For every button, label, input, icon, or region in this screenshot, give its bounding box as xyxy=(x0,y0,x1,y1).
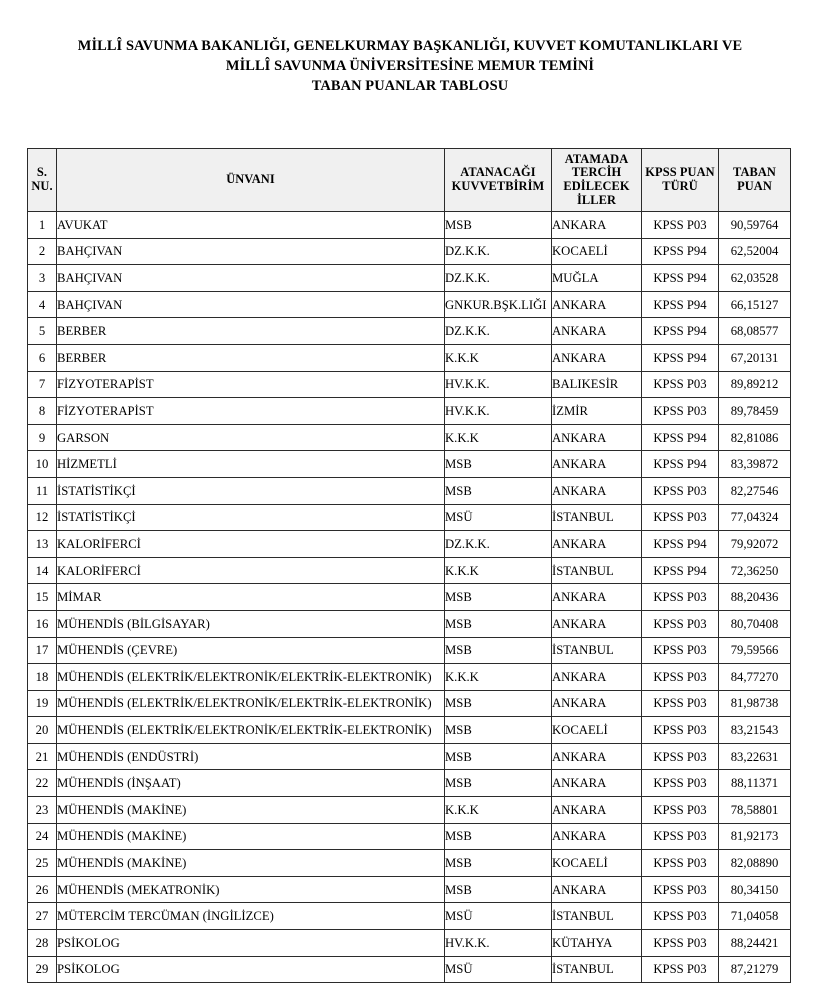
cell-sequence-number: 4 xyxy=(28,291,57,318)
column-header-preferred-cities xyxy=(552,149,642,212)
cell-title: İSTATİSTİKÇİ xyxy=(57,477,445,504)
table-row xyxy=(28,344,791,371)
cell-preferred-city: ANKARA xyxy=(552,291,642,318)
cell-title: MÜHENDİS (MEKATRONİK) xyxy=(57,876,445,903)
cell-preferred-city: MUĞLA xyxy=(552,265,642,292)
cell-title: MÜHENDİS (MAKİNE) xyxy=(57,850,445,877)
cell-sequence-number: 10 xyxy=(28,451,57,478)
cell-assigned-unit: MSB xyxy=(445,876,552,903)
cell-kpss-score-type: KPSS P94 xyxy=(642,318,719,345)
cell-base-score: 89,78459 xyxy=(719,398,791,425)
cell-title: BAHÇIVAN xyxy=(57,291,445,318)
cell-kpss-score-type: KPSS P03 xyxy=(642,717,719,744)
cell-preferred-city: ANKARA xyxy=(552,531,642,558)
cell-title: PSİKOLOG xyxy=(57,930,445,957)
cell-title: MÜHENDİS (MAKİNE) xyxy=(57,823,445,850)
cell-preferred-city: ANKARA xyxy=(552,318,642,345)
cell-base-score: 81,98738 xyxy=(719,690,791,717)
cell-sequence-number: 2 xyxy=(28,238,57,265)
cell-sequence-number: 17 xyxy=(28,637,57,664)
cell-assigned-unit: MSB xyxy=(445,610,552,637)
cell-kpss-score-type: KPSS P03 xyxy=(642,584,719,611)
column-header-assigned-unit-line-2: KUVVETBİRİM xyxy=(451,179,545,193)
cell-base-score: 84,77270 xyxy=(719,664,791,691)
cell-preferred-city: KÜTAHYA xyxy=(552,930,642,957)
cell-preferred-city: İSTANBUL xyxy=(552,637,642,664)
cell-sequence-number: 25 xyxy=(28,850,57,877)
column-header-sequence-number-line-1: S. xyxy=(36,165,48,180)
cell-base-score: 88,11371 xyxy=(719,770,791,797)
table-row xyxy=(28,717,791,744)
table-header xyxy=(28,149,791,212)
cell-title: MÜHENDİS (BİLGİSAYAR) xyxy=(57,610,445,637)
cell-sequence-number: 11 xyxy=(28,477,57,504)
cell-assigned-unit: MSB xyxy=(445,850,552,877)
cell-preferred-city: KOCAELİ xyxy=(552,850,642,877)
cell-sequence-number: 18 xyxy=(28,664,57,691)
cell-assigned-unit: K.K.K xyxy=(445,557,552,584)
cell-title: MÜHENDİS (ÇEVRE) xyxy=(57,637,445,664)
table-row xyxy=(28,424,791,451)
table-row xyxy=(28,504,791,531)
table-row xyxy=(28,291,791,318)
table-row xyxy=(28,398,791,425)
cell-assigned-unit: K.K.K xyxy=(445,797,552,824)
cell-title: MÜHENDİS (ELEKTRİK/ELEKTRONİK/ELEKTRİK-ELEKTRONİK) xyxy=(57,664,445,691)
cell-kpss-score-type: KPSS P03 xyxy=(642,770,719,797)
cell-assigned-unit: MSB xyxy=(445,823,552,850)
cell-title: BERBER xyxy=(57,318,445,345)
table-row xyxy=(28,318,791,345)
table-row xyxy=(28,770,791,797)
column-header-kpss-score-type-line-2: TÜRÜ xyxy=(662,179,698,193)
cell-base-score: 78,58801 xyxy=(719,797,791,824)
cell-title: GARSON xyxy=(57,424,445,451)
cell-preferred-city: İSTANBUL xyxy=(552,956,642,983)
cell-preferred-city: ANKARA xyxy=(552,610,642,637)
cell-sequence-number: 22 xyxy=(28,770,57,797)
cell-assigned-unit: HV.K.K. xyxy=(445,930,552,957)
cell-preferred-city: ANKARA xyxy=(552,743,642,770)
cell-sequence-number: 12 xyxy=(28,504,57,531)
column-header-assigned-unit xyxy=(445,149,552,212)
cell-title: BAHÇIVAN xyxy=(57,265,445,292)
cell-title: İSTATİSTİKÇİ xyxy=(57,504,445,531)
cell-kpss-score-type: KPSS P03 xyxy=(642,797,719,824)
table-body xyxy=(28,212,791,983)
cell-base-score: 81,92173 xyxy=(719,823,791,850)
cell-title: KALORİFERCİ xyxy=(57,557,445,584)
cell-sequence-number: 3 xyxy=(28,265,57,292)
cell-kpss-score-type: KPSS P03 xyxy=(642,823,719,850)
cell-sequence-number: 5 xyxy=(28,318,57,345)
table-row xyxy=(28,238,791,265)
cell-base-score: 77,04324 xyxy=(719,504,791,531)
column-header-assigned-unit-line-1: ATANACAĞI xyxy=(460,165,536,180)
cell-preferred-city: ANKARA xyxy=(552,424,642,451)
cell-title: MÜHENDİS (ENDÜSTRİ) xyxy=(57,743,445,770)
column-header-kpss-score-type xyxy=(642,149,719,212)
cell-title: PSİKOLOG xyxy=(57,956,445,983)
cell-assigned-unit: MSB xyxy=(445,717,552,744)
document-title-line-3: TABAN PUANLAR TABLOSU xyxy=(311,78,509,94)
cell-title: MÜHENDİS (ELEKTRİK/ELEKTRONİK/ELEKTRİK-ELEKTRONİK) xyxy=(57,717,445,744)
cell-assigned-unit: DZ.K.K. xyxy=(445,318,552,345)
cell-kpss-score-type: KPSS P94 xyxy=(642,291,719,318)
cell-kpss-score-type: KPSS P03 xyxy=(642,212,719,239)
cell-assigned-unit: HV.K.K. xyxy=(445,371,552,398)
table-row xyxy=(28,930,791,957)
cell-kpss-score-type: KPSS P03 xyxy=(642,477,719,504)
cell-assigned-unit: MSÜ xyxy=(445,903,552,930)
document-title-line-2: MİLLÎ SAVUNMA ÜNİVERSİTESİNE MEMUR TEMİNİ xyxy=(225,58,595,74)
cell-sequence-number: 23 xyxy=(28,797,57,824)
cell-sequence-number: 20 xyxy=(28,717,57,744)
cell-base-score: 80,34150 xyxy=(719,876,791,903)
cell-title: KALORİFERCİ xyxy=(57,531,445,558)
cell-assigned-unit: K.K.K xyxy=(445,344,552,371)
table-row xyxy=(28,823,791,850)
cell-kpss-score-type: KPSS P03 xyxy=(642,876,719,903)
cell-assigned-unit: MSÜ xyxy=(445,504,552,531)
cell-sequence-number: 19 xyxy=(28,690,57,717)
cell-kpss-score-type: KPSS P94 xyxy=(642,531,719,558)
cell-assigned-unit: K.K.K xyxy=(445,664,552,691)
cell-base-score: 62,52004 xyxy=(719,238,791,265)
cell-sequence-number: 21 xyxy=(28,743,57,770)
cell-base-score: 62,03528 xyxy=(719,265,791,292)
cell-preferred-city: İSTANBUL xyxy=(552,504,642,531)
cell-preferred-city: ANKARA xyxy=(552,876,642,903)
cell-base-score: 82,81086 xyxy=(719,424,791,451)
cell-title: MÜHENDİS (İNŞAAT) xyxy=(57,770,445,797)
cell-sequence-number: 29 xyxy=(28,956,57,983)
cell-preferred-city: ANKARA xyxy=(552,477,642,504)
cell-sequence-number: 7 xyxy=(28,371,57,398)
column-header-preferred-cities-line-4: İLLER xyxy=(576,192,617,207)
cell-base-score: 68,08577 xyxy=(719,318,791,345)
cell-preferred-city: İZMİR xyxy=(552,398,642,425)
cell-sequence-number: 14 xyxy=(28,557,57,584)
column-header-base-score xyxy=(719,149,791,212)
table-row xyxy=(28,743,791,770)
cell-base-score: 79,59566 xyxy=(719,637,791,664)
table-header-row xyxy=(28,149,791,212)
cell-preferred-city: İSTANBUL xyxy=(552,557,642,584)
cell-preferred-city: KOCAELİ xyxy=(552,717,642,744)
cell-kpss-score-type: KPSS P03 xyxy=(642,743,719,770)
table-row xyxy=(28,531,791,558)
cell-preferred-city: ANKARA xyxy=(552,344,642,371)
cell-assigned-unit: MSB xyxy=(445,584,552,611)
cell-assigned-unit: DZ.K.K. xyxy=(445,238,552,265)
cell-sequence-number: 6 xyxy=(28,344,57,371)
cell-base-score: 66,15127 xyxy=(719,291,791,318)
cell-kpss-score-type: KPSS P94 xyxy=(642,424,719,451)
cell-base-score: 88,20436 xyxy=(719,584,791,611)
cell-base-score: 80,70408 xyxy=(719,610,791,637)
cell-kpss-score-type: KPSS P03 xyxy=(642,930,719,957)
cell-title: MÜHENDİS (ELEKTRİK/ELEKTRONİK/ELEKTRİK-ELEKTRONİK) xyxy=(57,690,445,717)
table-row xyxy=(28,797,791,824)
cell-assigned-unit: MSB xyxy=(445,743,552,770)
cell-kpss-score-type: KPSS P94 xyxy=(642,344,719,371)
cell-base-score: 83,21543 xyxy=(719,717,791,744)
cell-assigned-unit: MSB xyxy=(445,770,552,797)
column-header-preferred-cities-line-3: EDİLECEK xyxy=(563,179,630,193)
cell-assigned-unit: MSB xyxy=(445,212,552,239)
cell-assigned-unit: MSB xyxy=(445,690,552,717)
column-header-preferred-cities-line-2: TERCİH xyxy=(571,165,622,180)
cell-title: BAHÇIVAN xyxy=(57,238,445,265)
cell-title: MÜHENDİS (MAKİNE) xyxy=(57,797,445,824)
cell-sequence-number: 8 xyxy=(28,398,57,425)
cell-base-score: 79,92072 xyxy=(719,531,791,558)
cell-base-score: 83,39872 xyxy=(719,451,791,478)
table-row xyxy=(28,903,791,930)
cell-title: BERBER xyxy=(57,344,445,371)
cell-kpss-score-type: KPSS P94 xyxy=(642,557,719,584)
cell-base-score: 90,59764 xyxy=(719,212,791,239)
cell-sequence-number: 16 xyxy=(28,610,57,637)
table-row xyxy=(28,850,791,877)
table-row xyxy=(28,265,791,292)
cell-preferred-city: ANKARA xyxy=(552,212,642,239)
base-scores-table xyxy=(27,148,791,983)
cell-base-score: 89,89212 xyxy=(719,371,791,398)
table-row xyxy=(28,690,791,717)
cell-title: MÜTERCİM TERCÜMAN (İNGİLİZCE) xyxy=(57,903,445,930)
cell-preferred-city: ANKARA xyxy=(552,823,642,850)
cell-base-score: 87,21279 xyxy=(719,956,791,983)
cell-kpss-score-type: KPSS P94 xyxy=(642,238,719,265)
table-row xyxy=(28,477,791,504)
cell-sequence-number: 9 xyxy=(28,424,57,451)
cell-sequence-number: 28 xyxy=(28,930,57,957)
cell-preferred-city: ANKARA xyxy=(552,797,642,824)
cell-title: MİMAR xyxy=(57,584,445,611)
cell-base-score: 72,36250 xyxy=(719,557,791,584)
table-row xyxy=(28,557,791,584)
column-header-preferred-cities-line-1: ATAMADA xyxy=(564,151,629,166)
cell-assigned-unit: GNKUR.BŞK.LIĞI xyxy=(445,291,552,318)
cell-kpss-score-type: KPSS P03 xyxy=(642,398,719,425)
table-row xyxy=(28,664,791,691)
table-row xyxy=(28,637,791,664)
cell-kpss-score-type: KPSS P94 xyxy=(642,265,719,292)
cell-title: HİZMETLİ xyxy=(57,451,445,478)
document-title xyxy=(0,36,820,96)
cell-assigned-unit: MSB xyxy=(445,477,552,504)
table-row xyxy=(28,610,791,637)
cell-preferred-city: ANKARA xyxy=(552,690,642,717)
column-header-base-score-line-1: TABAN xyxy=(733,165,776,180)
cell-title: AVUKAT xyxy=(57,212,445,239)
cell-sequence-number: 15 xyxy=(28,584,57,611)
column-header-sequence-number-line-2: NU. xyxy=(31,179,53,193)
cell-sequence-number: 27 xyxy=(28,903,57,930)
table-row xyxy=(28,371,791,398)
cell-preferred-city: ANKARA xyxy=(552,664,642,691)
cell-title: FİZYOTERAPİST xyxy=(57,371,445,398)
cell-base-score: 71,04058 xyxy=(719,903,791,930)
cell-kpss-score-type: KPSS P03 xyxy=(642,850,719,877)
table-row xyxy=(28,212,791,239)
cell-base-score: 67,20131 xyxy=(719,344,791,371)
cell-assigned-unit: MSÜ xyxy=(445,956,552,983)
cell-assigned-unit: DZ.K.K. xyxy=(445,265,552,292)
cell-assigned-unit: DZ.K.K. xyxy=(445,531,552,558)
cell-kpss-score-type: KPSS P94 xyxy=(642,451,719,478)
cell-assigned-unit: MSB xyxy=(445,451,552,478)
cell-kpss-score-type: KPSS P03 xyxy=(642,637,719,664)
cell-preferred-city: BALIKESİR xyxy=(552,371,642,398)
cell-preferred-city: ANKARA xyxy=(552,451,642,478)
document-title-line-1: MİLLÎ SAVUNMA BAKANLIĞI, GENELKURMAY BAŞKANLIĞI, KUVVET KOMUTANLIKLARI VE xyxy=(77,38,743,54)
column-header-title: ÜNVANI xyxy=(57,149,445,212)
cell-kpss-score-type: KPSS P03 xyxy=(642,504,719,531)
column-header-kpss-score-type-line-1: KPSS PUAN xyxy=(645,165,715,180)
cell-base-score: 83,22631 xyxy=(719,743,791,770)
table-row xyxy=(28,584,791,611)
cell-base-score: 88,24421 xyxy=(719,930,791,957)
cell-kpss-score-type: KPSS P03 xyxy=(642,956,719,983)
cell-preferred-city: ANKARA xyxy=(552,770,642,797)
table-row xyxy=(28,876,791,903)
cell-sequence-number: 24 xyxy=(28,823,57,850)
cell-assigned-unit: HV.K.K. xyxy=(445,398,552,425)
cell-kpss-score-type: KPSS P03 xyxy=(642,903,719,930)
cell-assigned-unit: MSB xyxy=(445,637,552,664)
column-header-sequence-number xyxy=(28,149,57,212)
cell-base-score: 82,27546 xyxy=(719,477,791,504)
cell-preferred-city: ANKARA xyxy=(552,584,642,611)
cell-title: FİZYOTERAPİST xyxy=(57,398,445,425)
scores-table-container xyxy=(27,148,790,983)
column-header-base-score-line-2: PUAN xyxy=(737,179,772,193)
table-row xyxy=(28,451,791,478)
cell-preferred-city: İSTANBUL xyxy=(552,903,642,930)
cell-kpss-score-type: KPSS P03 xyxy=(642,664,719,691)
cell-assigned-unit: K.K.K xyxy=(445,424,552,451)
cell-sequence-number: 1 xyxy=(28,212,57,239)
cell-sequence-number: 13 xyxy=(28,531,57,558)
cell-base-score: 82,08890 xyxy=(719,850,791,877)
cell-kpss-score-type: KPSS P03 xyxy=(642,371,719,398)
table-row xyxy=(28,956,791,983)
cell-sequence-number: 26 xyxy=(28,876,57,903)
cell-kpss-score-type: KPSS P03 xyxy=(642,690,719,717)
cell-preferred-city: KOCAELİ xyxy=(552,238,642,265)
cell-kpss-score-type: KPSS P03 xyxy=(642,610,719,637)
